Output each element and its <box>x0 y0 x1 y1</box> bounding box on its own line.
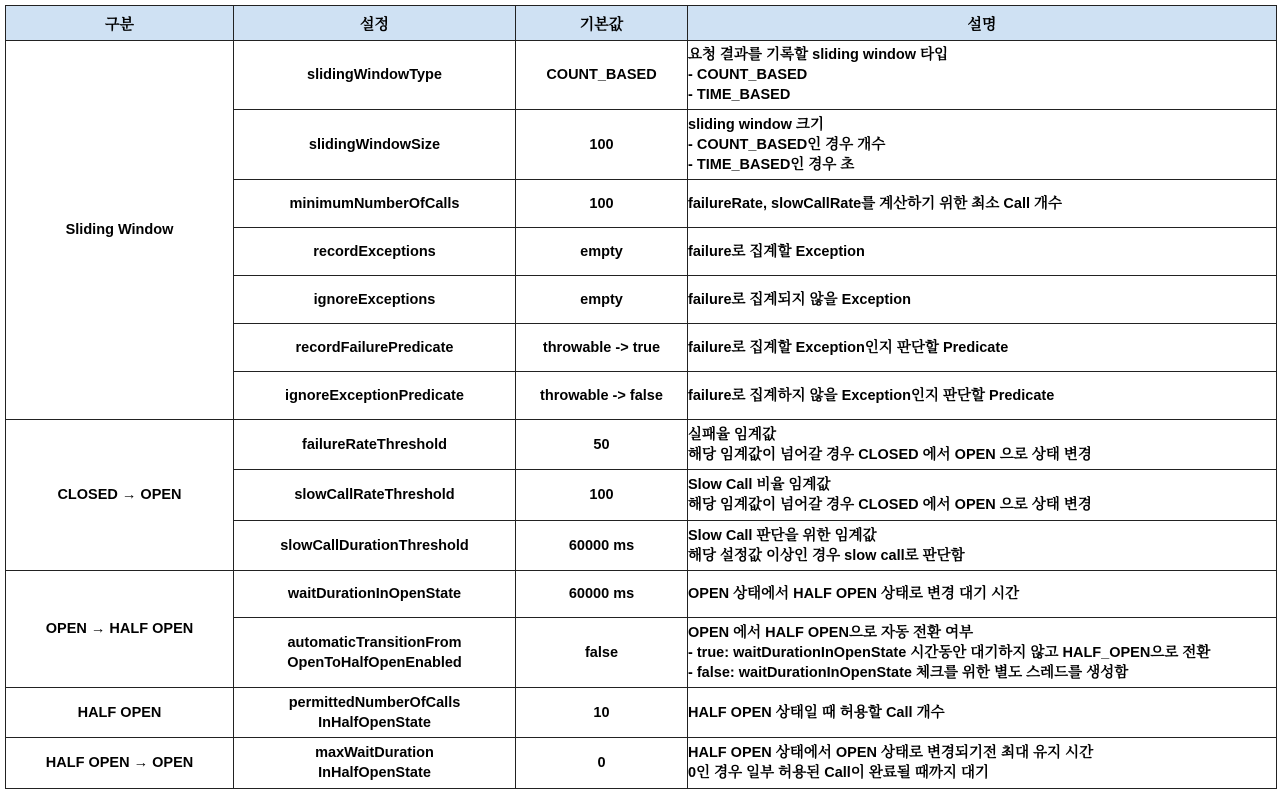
table-row <box>6 420 1277 470</box>
header-setting: 설정 <box>234 6 516 41</box>
table-row <box>6 738 1277 789</box>
default-value: 100 <box>516 110 688 180</box>
default-value: false <box>516 618 688 688</box>
default-value: 50 <box>516 420 688 470</box>
default-value: 10 <box>516 688 688 738</box>
table-row <box>6 571 1277 618</box>
setting-key: permittedNumberOfCalls InHalfOpenState <box>234 688 516 738</box>
description: failure로 집계할 Exception인지 판단할 Predicate <box>688 324 1277 372</box>
default-value: 100 <box>516 470 688 521</box>
description: 실패율 임계값 해당 임계값이 넘어갈 경우 CLOSED 에서 OPEN 으로 상태 변경 <box>688 420 1277 470</box>
group-sliding-window: Sliding Window <box>6 41 234 420</box>
default-value: empty <box>516 276 688 324</box>
default-value: 100 <box>516 180 688 228</box>
setting-key: slidingWindowType <box>234 41 516 110</box>
header-group: 구분 <box>6 6 234 41</box>
setting-key: failureRateThreshold <box>234 420 516 470</box>
description: OPEN 에서 HALF OPEN으로 자동 전환 여부 - true: waitDurationInOpenState 시간동안 대기하지 않고 HALF_OPEN으로 전환 - false: waitDurationInOpenState 체크를 위한 별도 스레드를 생성함 <box>688 618 1277 688</box>
config-table <box>5 5 1277 789</box>
description: 요청 결과를 기록할 sliding window 타입 - COUNT_BASED - TIME_BASED <box>688 41 1277 110</box>
setting-key: ignoreExceptionPredicate <box>234 372 516 420</box>
default-value: throwable -> false <box>516 372 688 420</box>
default-value: throwable -> true <box>516 324 688 372</box>
description: failure로 집계할 Exception <box>688 228 1277 276</box>
group-half-open-to-open: HALF OPEN → OPEN <box>6 738 234 789</box>
group-closed-to-open: CLOSED → OPEN <box>6 420 234 571</box>
setting-key: recordFailurePredicate <box>234 324 516 372</box>
description: sliding window 크기 - COUNT_BASED인 경우 개수 - TIME_BASED인 경우 초 <box>688 110 1277 180</box>
setting-key: maxWaitDuration InHalfOpenState <box>234 738 516 789</box>
description: Slow Call 비율 임계값 해당 임계값이 넘어갈 경우 CLOSED 에서 OPEN 으로 상태 변경 <box>688 470 1277 521</box>
header-row <box>6 6 1277 41</box>
default-value: 60000 ms <box>516 521 688 571</box>
setting-key: ignoreExceptions <box>234 276 516 324</box>
description: failure로 집계되지 않을 Exception <box>688 276 1277 324</box>
description: Slow Call 판단을 위한 임계값 해당 설정값 이상인 경우 slow call로 판단함 <box>688 521 1277 571</box>
description: failure로 집계하지 않을 Exception인지 판단할 Predicate <box>688 372 1277 420</box>
setting-key: slowCallRateThreshold <box>234 470 516 521</box>
setting-key: waitDurationInOpenState <box>234 571 516 618</box>
group-open-to-half-open: OPEN → HALF OPEN <box>6 571 234 688</box>
setting-key: automaticTransitionFrom OpenToHalfOpenEnabled <box>234 618 516 688</box>
description: OPEN 상태에서 HALF OPEN 상태로 변경 대기 시간 <box>688 571 1277 618</box>
default-value: COUNT_BASED <box>516 41 688 110</box>
table-row <box>6 41 1277 110</box>
setting-key: slowCallDurationThreshold <box>234 521 516 571</box>
description: failureRate, slowCallRate를 계산하기 위한 최소 Call 개수 <box>688 180 1277 228</box>
setting-key: recordExceptions <box>234 228 516 276</box>
default-value: 0 <box>516 738 688 789</box>
default-value: empty <box>516 228 688 276</box>
header-description: 설명 <box>688 6 1277 41</box>
table-row <box>6 688 1277 738</box>
default-value: 60000 ms <box>516 571 688 618</box>
description: HALF OPEN 상태에서 OPEN 상태로 변경되기전 최대 유지 시간 0인 경우 일부 허용된 Call이 완료될 때까지 대기 <box>688 738 1277 789</box>
header-default: 기본값 <box>516 6 688 41</box>
setting-key: slidingWindowSize <box>234 110 516 180</box>
setting-key: minimumNumberOfCalls <box>234 180 516 228</box>
group-half-open: HALF OPEN <box>6 688 234 738</box>
description: HALF OPEN 상태일 때 허용할 Call 개수 <box>688 688 1277 738</box>
